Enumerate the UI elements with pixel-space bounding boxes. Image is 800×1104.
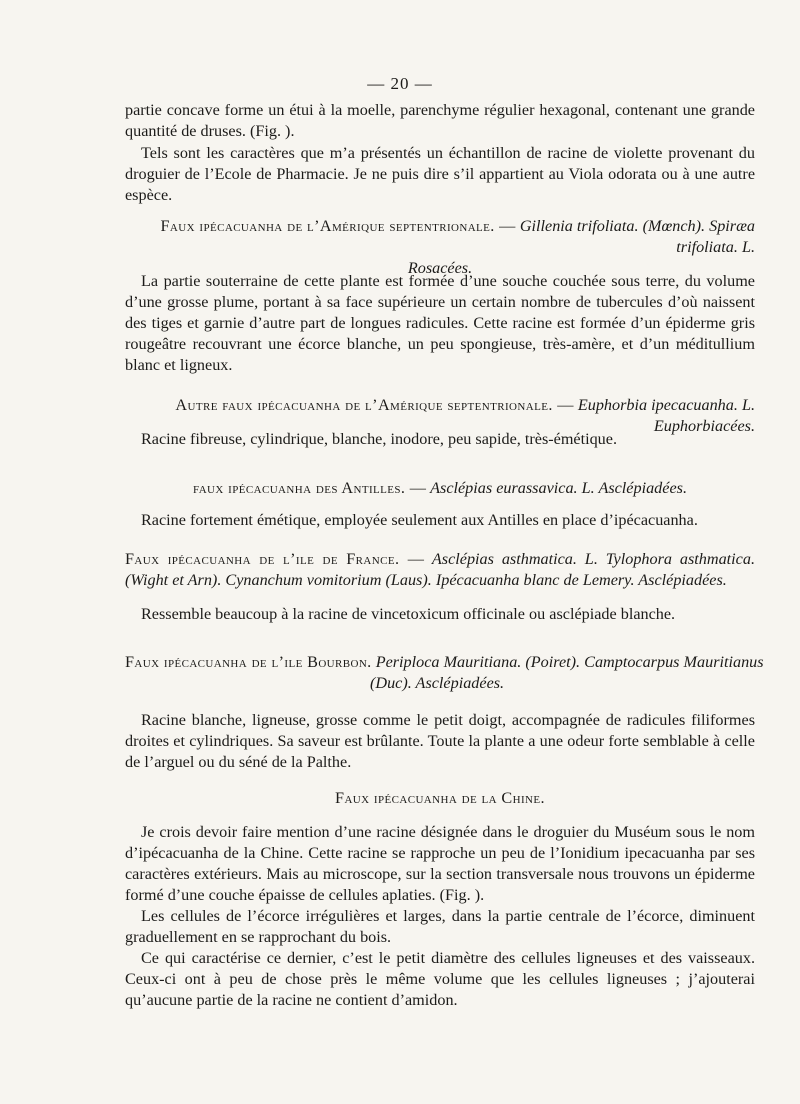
paragraph-text: Racine blanche, ligneuse, grosse comme le petit doigt, accompagnée de radicules filiformes droites et cylindriques. Sa saveur est brûlante. Toute la plante a une odeur forte semblable à celle de l’arguel ou du séné de la Palthe. xyxy=(125,711,755,771)
paragraph-text: Racine fibreuse, cylindrique, blanche, inodore, peu sapide, très-émétique. xyxy=(141,430,618,448)
heading-gillenia xyxy=(125,216,755,279)
heading-species: Euphorbia ipecacuanha. L. Euphorbiacées. xyxy=(573,396,755,435)
heading-smallcaps: faux ipécacuanha des Antilles. — xyxy=(193,479,427,497)
heading-antilles xyxy=(125,478,755,499)
paragraph-text: Tels sont les caractères que m’a présentés un échantillon de racine de violette provenant du droguier de l’Ecole de Pharmacie. Je ne puis dire s’il appartient au Viola odorata ou à une autre espèce. xyxy=(125,144,755,204)
heading-smallcaps: Faux ipécacuanha de l’ile de France. — xyxy=(125,550,425,568)
paragraph-text: Les cellules de l’écorce irrégulières et larges, dans la partie centrale de l’écorce, diminuent graduellement en se rapprochant du bois. xyxy=(125,907,755,946)
heading-smallcaps: Faux ipécacuanha de l’ile Bourbon. xyxy=(125,653,372,671)
heading-species-line2: (Duc). Asclépiadées. xyxy=(370,674,505,692)
heading-smallcaps: Faux ipécacuanha de la Chine. xyxy=(335,789,545,807)
page-number: — 20 — xyxy=(367,74,433,93)
paragraph-text: Racine fortement émétique, employée seulement aux Antilles en place d’ipécacuanha. xyxy=(141,511,698,529)
heading-ile-de-france xyxy=(125,549,755,591)
paragraph-8 xyxy=(125,822,755,906)
heading-bourbon xyxy=(125,652,764,694)
paragraph-2 xyxy=(125,143,755,206)
paragraph-text: Je crois devoir faire mention d’une racine désignée dans le droguier du Muséum sous le nom d’ipécacuanha de la Chine. Cette racine se rapproche un peu de l’Ionidium ipecacuanha par ses caractères extérieurs. Mais au microscope, sur la section transversale nous trouvons un épiderme formé d’une couche épaisse de cellules aplaties. (Fig. ). xyxy=(125,823,755,904)
paragraph-text: La partie souterraine de cette plante est formée d’une souche couchée sous terre, du volume d’une grosse plume, portant à sa face supérieure un certain nombre de tubercules d’où naissent des tiges et garnie d’autre part de longues radicules. Cette racine est formée d’un épiderme gris rougeâtre recouvrant une écorce blanche, un peu spongieuse, très-amère, et d’un méditullium blanc et ligneux. xyxy=(125,272,755,374)
paragraph-9 xyxy=(125,906,755,948)
heading-chine xyxy=(125,788,755,809)
paragraph-1 xyxy=(125,100,755,142)
paragraph-5 xyxy=(125,510,755,531)
heading-species: Gillenia trifoliata. (Mœnch). Spiræa trifoliata. L. xyxy=(515,217,755,256)
paragraph-3 xyxy=(125,271,755,376)
paragraph-10 xyxy=(125,948,755,1011)
heading-smallcaps: Faux ipécacuanha de l’Amérique septentrionale. — xyxy=(160,217,516,235)
heading-species: Asclépias eurassavica. L. Asclépiadées. xyxy=(426,479,687,497)
paragraph-text: Ce qui caractérise ce dernier, c’est le petit diamètre des cellules ligneuses et des vaisseaux. Ceux-ci ont à peu de chose près le même volume que les cellules ligneuses ; j’ajouterai qu’aucune partie de la racine ne contient d’amidon. xyxy=(125,949,755,1009)
paragraph-text: partie concave forme un étui à la moelle, parenchyme régulier hexagonal, contenant une grande quantité de druses. (Fig. ). xyxy=(125,101,755,140)
paragraph-4 xyxy=(125,429,755,450)
heading-species: Asclépias asthmatica. L. Tylophora asthmatica. (Wight et Arn). Cynanchum vomitorium (Laus). Ipécacuanha blanc de Lemery. Asclépiadées. xyxy=(125,550,755,589)
paragraph-7 xyxy=(125,710,755,773)
heading-family: Rosacées. xyxy=(407,259,473,277)
paragraph-text: Ressemble beaucoup à la racine de vincetoxicum officinale ou asclépiade blanche. xyxy=(141,605,676,623)
heading-species: Periploca Mauritiana. (Poiret). Camptocarpus Mauritianus xyxy=(371,653,764,671)
heading-smallcaps: Autre faux ipécacuanha de l’Amérique septentrionale. — xyxy=(175,396,574,414)
paragraph-6 xyxy=(125,604,755,625)
